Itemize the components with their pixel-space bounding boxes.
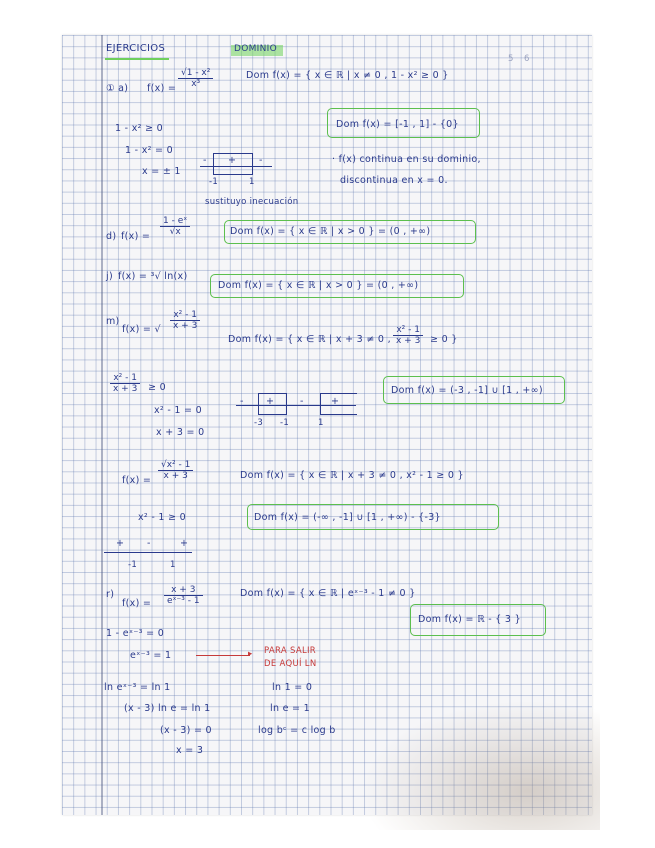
page-shadow bbox=[360, 700, 600, 830]
exercise-a-fraction bbox=[178, 68, 213, 89]
exercise-r-label: r) bbox=[106, 589, 115, 600]
exercise-r-step5-right: log bᶜ = c log b bbox=[258, 725, 336, 736]
tick-m2-0: -1 bbox=[128, 560, 138, 570]
exercise-r-step3-right: ln 1 = 0 bbox=[272, 682, 313, 693]
exercise-m-domain: Dom f(x) = { x ∈ ℝ | x + 3 ≠ 0 , bbox=[228, 334, 391, 345]
exercise-r-numerator: x + 3 bbox=[164, 585, 203, 596]
exercise-r-step6: x = 3 bbox=[176, 745, 204, 756]
sign-a-2: - bbox=[259, 155, 263, 166]
tick-a-1: 1 bbox=[249, 177, 255, 187]
exercise-m-eq2: x + 3 = 0 bbox=[156, 427, 205, 438]
exercise-r-denominator: eˣ⁻³ - 1 bbox=[167, 596, 200, 606]
sign-m-0: - bbox=[240, 396, 244, 407]
exercise-a-step3: x = ± 1 bbox=[142, 166, 181, 177]
exercise-d-domain: Dom f(x) = { x ∈ ℝ | x > 0 } = (0 , +∞) bbox=[230, 226, 431, 237]
exercise-m2-result: Dom f(x) = (-∞ , -1] ∪ [1 , +∞) - {-3} bbox=[254, 512, 441, 523]
header-underline bbox=[105, 58, 169, 60]
exercise-a-denominator: x³ bbox=[191, 79, 201, 89]
exercise-r-step4-right: ln e = 1 bbox=[270, 703, 310, 714]
sign-a-0: - bbox=[203, 155, 207, 166]
exercise-m2-lhs: f(x) = bbox=[122, 475, 152, 486]
sign-a-1: + bbox=[228, 155, 237, 166]
exercise-a-label: ① a) bbox=[106, 83, 129, 94]
exercise-m-inequality-fraction bbox=[110, 373, 140, 394]
exercise-r-step2: eˣ⁻³ = 1 bbox=[130, 650, 172, 661]
sign-m2-1: - bbox=[147, 538, 151, 549]
margin-number-b: 6 bbox=[524, 54, 530, 64]
exercise-d-numerator: 1 - eˣ bbox=[160, 216, 190, 227]
header-topic: DOMINIO bbox=[234, 44, 278, 54]
tick-m-2: 1 bbox=[318, 418, 324, 428]
exercise-m-domain-fraction bbox=[393, 325, 423, 346]
exercise-j-domain: Dom f(x) = { x ∈ ℝ | x > 0 } = (0 , +∞) bbox=[218, 280, 419, 291]
exercise-r-note-a: PARA SALIR bbox=[264, 646, 316, 656]
exercise-m2-step: x² - 1 ≥ 0 bbox=[138, 512, 186, 523]
exercise-m2-fraction bbox=[158, 460, 193, 481]
exercise-m-fraction bbox=[170, 310, 200, 331]
exercise-j-function: f(x) = ³√ ln(x) bbox=[118, 271, 188, 282]
exercise-m-domain-end: ≥ 0 } bbox=[430, 334, 458, 345]
exercise-r-step1: 1 - eˣ⁻³ = 0 bbox=[106, 628, 165, 639]
exercise-r-step4: (x - 3) ln e = ln 1 bbox=[124, 703, 211, 714]
exercise-d-fraction bbox=[160, 216, 190, 237]
exercise-m-numerator: x² - 1 bbox=[170, 310, 200, 321]
exercise-m-eq1: x² - 1 = 0 bbox=[154, 405, 202, 416]
exercise-a-step2: 1 - x² = 0 bbox=[125, 145, 173, 156]
sign-m-1: + bbox=[266, 396, 275, 407]
exercise-a-result: Dom f(x) = [-1 , 1] - {0} bbox=[336, 119, 459, 130]
exercise-r-step5: (x - 3) = 0 bbox=[160, 725, 212, 736]
exercise-r-result: Dom f(x) = ℝ - { 3 } bbox=[418, 614, 521, 625]
sign-chart-m2-axis bbox=[104, 552, 192, 553]
header-exercises: EJERCICIOS bbox=[106, 43, 166, 54]
exercise-a-lhs: f(x) = bbox=[147, 83, 177, 94]
sign-m2-0: + bbox=[116, 538, 125, 549]
exercise-a-note2: discontinua en x = 0. bbox=[340, 175, 448, 186]
exercise-a-numerator: √1 - x² bbox=[178, 68, 213, 79]
exercise-m2-denominator: x + 3 bbox=[163, 471, 188, 481]
exercise-m-domain-numerator: x² - 1 bbox=[393, 325, 423, 336]
exercise-m-lhs: f(x) = √ bbox=[122, 324, 161, 335]
exercise-a-domain: Dom f(x) = { x ∈ ℝ | x ≠ 0 , 1 - x² ≥ 0 } bbox=[246, 70, 449, 81]
margin-number-a: 5 bbox=[508, 54, 514, 64]
arrow-line bbox=[196, 655, 250, 656]
exercise-m-result: Dom f(x) = (-3 , -1] ∪ [1 , +∞) bbox=[391, 385, 543, 396]
exercise-m-inequality-numerator: x² - 1 bbox=[110, 373, 140, 384]
exercise-j-label: j) bbox=[106, 271, 113, 282]
tick-m-0: -3 bbox=[254, 418, 264, 428]
page-margin-line bbox=[101, 35, 103, 815]
exercise-r-note-b: DE AQUÍ LN bbox=[264, 659, 317, 669]
exercise-m-denominator: x + 3 bbox=[173, 321, 198, 331]
exercise-m2-domain: Dom f(x) = { x ∈ ℝ | x + 3 ≠ 0 , x² - 1 ≥ 0 } bbox=[240, 470, 464, 481]
exercise-d-denominator: √x bbox=[169, 227, 181, 237]
exercise-r-fraction bbox=[164, 585, 203, 606]
exercise-a-note1: · f(x) continua en su dominio, bbox=[332, 154, 481, 165]
exercise-a-step1: 1 - x² ≥ 0 bbox=[115, 123, 163, 134]
tick-m-1: -1 bbox=[280, 418, 290, 428]
arrow-head: ▸ bbox=[248, 649, 253, 659]
exercise-m-inequality-relation: ≥ 0 bbox=[148, 382, 166, 393]
exercise-m-inequality-denominator: x + 3 bbox=[113, 384, 138, 394]
exercise-m2-numerator: √x² - 1 bbox=[158, 460, 193, 471]
exercise-m-domain-denominator: x + 3 bbox=[396, 336, 421, 346]
exercise-r-lhs: f(x) = bbox=[122, 598, 152, 609]
exercise-m-label: m) bbox=[106, 316, 120, 327]
sign-m-2: - bbox=[300, 396, 304, 407]
tick-m2-1: 1 bbox=[170, 560, 176, 570]
exercise-a-note3: sustituyo inecuación bbox=[205, 197, 299, 207]
sign-m-3: + bbox=[331, 396, 340, 407]
exercise-r-domain: Dom f(x) = { x ∈ ℝ | eˣ⁻³ - 1 ≠ 0 } bbox=[240, 588, 416, 599]
tick-a-0: -1 bbox=[209, 177, 219, 187]
sign-m2-2: + bbox=[180, 538, 189, 549]
exercise-d-label: d) bbox=[106, 231, 117, 242]
exercise-d-lhs: f(x) = bbox=[121, 231, 151, 242]
exercise-r-step3: ln eˣ⁻³ = ln 1 bbox=[104, 682, 171, 693]
